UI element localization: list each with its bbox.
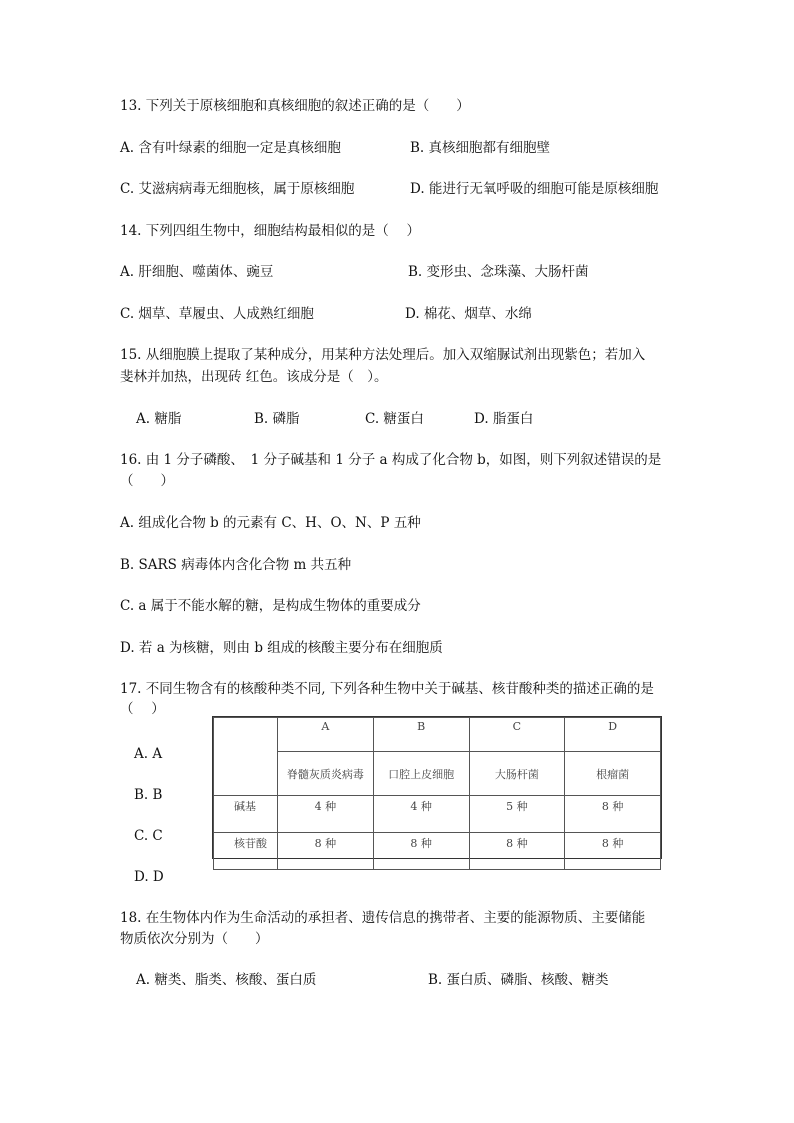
q15-stem-line1: 15. 从细胞膜上提取了某种成分，用某种方法处理后。加入双缩脲试剂出现紫色；若加入 — [120, 347, 646, 363]
table-cell: 8 种 — [565, 833, 661, 870]
q13-option-a: A. 含有叶绿素的细胞一定是真核细胞 — [120, 140, 341, 156]
q17-option-a: A. A — [134, 746, 163, 762]
table-organism-c: 大肠杆菌 — [469, 752, 565, 796]
table-cell: 8 种 — [373, 833, 469, 870]
q13-option-c: C. 艾滋病病毒无细胞核，属于原核细胞 — [120, 181, 355, 197]
table-header-d: D — [565, 718, 661, 752]
table-header-b: B — [373, 718, 469, 752]
table-organism-d: 根瘤菌 — [565, 752, 661, 796]
table-cell: 8 种 — [565, 796, 661, 833]
table-cell: 5 种 — [469, 796, 565, 833]
q13-option-b: B. 真核细胞都有细胞壁 — [410, 140, 551, 156]
q15-option-c: C. 糖蛋白 — [365, 411, 424, 427]
q14-option-d: D. 棉花、烟草、水绵 — [405, 306, 532, 322]
q14-option-a: A. 肝细胞、噬菌体、豌豆 — [120, 264, 274, 280]
q17-table — [212, 716, 662, 859]
q18-option-b: B. 蛋白质、磷脂、核酸、糖类 — [428, 972, 609, 988]
q16-option-a: A. 组成化合物 b 的元素有 C、H、O、N、P 五种 — [120, 515, 421, 531]
q16-option-d: D. 若 a 为核糖，则由 b 组成的核酸主要分布在细胞质 — [120, 640, 443, 656]
table-cell: 4 种 — [278, 796, 374, 833]
table-cell: 8 种 — [278, 833, 374, 870]
q17-option-b: B. B — [134, 787, 163, 803]
q17-option-d: D. D — [134, 869, 164, 885]
table-cell: 8 种 — [469, 833, 565, 870]
table-row-label-nucleotides: 核苷酸 — [214, 833, 278, 870]
table-organism-a: 脊髓灰质炎病毒 — [278, 752, 374, 796]
q16-stem-line2: （ ） — [120, 473, 174, 489]
table-corner-cell — [214, 718, 278, 796]
q18-option-a: A. 糖类、脂类、核酸、蛋白质 — [136, 972, 317, 988]
q15-option-d: D. 脂蛋白 — [474, 411, 534, 427]
q17-stem-line1: 17. 不同生物含有的核酸种类不同, 下列各种生物中关于碱基、核苷酸种类的描述正确的是 — [120, 681, 654, 697]
table-organism-b: 口腔上皮细胞 — [373, 752, 469, 796]
q15-option-a: A. 糖脂 — [136, 411, 182, 427]
q14-stem: 14. 下列四组生物中，细胞结构最相似的是（ ） — [120, 223, 421, 239]
q13-option-d: D. 能进行无氧呼吸的细胞可能是原核细胞 — [410, 181, 659, 197]
q16-option-b: B. SARS 病毒体内含化合物 m 共五种 — [120, 557, 352, 573]
q15-stem-line2: 斐林并加热，出现砖 红色。该成分是（ ）。 — [120, 369, 388, 385]
q16-option-c: C. a 属于不能水解的糖，是构成生物体的重要成分 — [120, 598, 421, 614]
table-header-c: C — [469, 718, 565, 752]
q17-option-c: C. C — [134, 828, 163, 844]
q18-stem-line1: 18. 在生物体内作为生命活动的承担者、遗传信息的携带者、主要的能源物质、主要储能 — [120, 910, 646, 926]
q16-stem-line1: 16. 由 1 分子磷酸、 1 分子碱基和 1 分子 a 构成了化合物 b，如图，则下列叙述错误的是 — [120, 452, 662, 468]
table-row-label-bases: 碱基 — [214, 796, 278, 833]
table-header-a: A — [278, 718, 374, 752]
q13-stem: 13. 下列关于原核细胞和真核细胞的叙述正确的是（ ） — [120, 98, 470, 114]
q14-option-c: C. 烟草、草履虫、人成熟红细胞 — [120, 306, 314, 322]
table-cell: 4 种 — [373, 796, 469, 833]
q15-option-b: B. 磷脂 — [254, 411, 300, 427]
q17-stem-line2: （ ） — [120, 701, 165, 717]
q18-stem-line2: 物质依次分别为（ ） — [120, 931, 269, 947]
q14-option-b: B. 变形虫、念珠藻、大肠杆菌 — [408, 264, 589, 280]
